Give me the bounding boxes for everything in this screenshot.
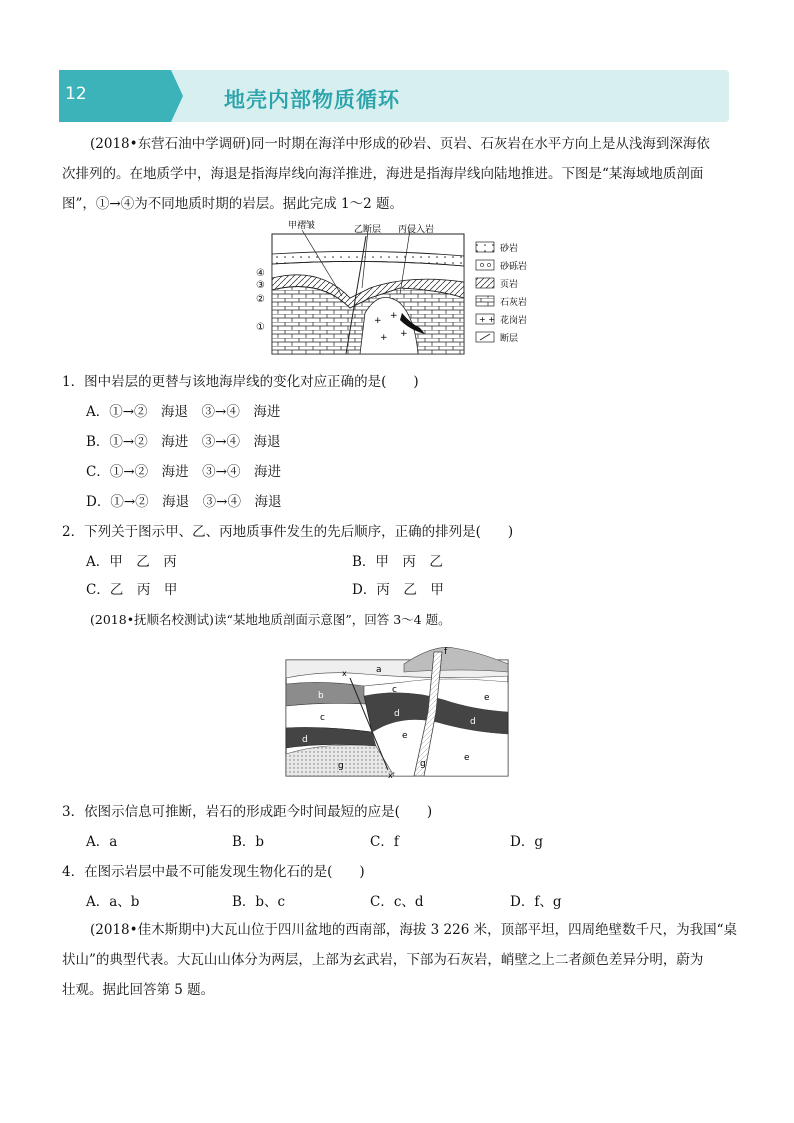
intro2: (2018•抚顺名校测试)读“某地地质剖面示意图”，回答 3～4 题。 bbox=[90, 612, 451, 627]
label-e-lower: e bbox=[464, 753, 470, 763]
q1-option-b: B．①→② 海进 ③→④ 海退 bbox=[86, 434, 281, 450]
layer-marker-4: ④ bbox=[256, 268, 265, 279]
legend-item: 石灰岩 bbox=[500, 298, 528, 308]
label-c-right: c bbox=[392, 685, 397, 695]
q2-option-c: C．乙 丙 甲 bbox=[86, 582, 178, 598]
label-x-prime: x' bbox=[388, 771, 395, 778]
label-fault: 乙断层 bbox=[354, 225, 382, 235]
q3-option-c: C．f bbox=[370, 834, 399, 850]
geologic-section-figure-2 bbox=[284, 642, 512, 778]
q1-option-d: D．①→② 海退 ③→④ 海退 bbox=[86, 494, 282, 510]
q2-option-a: A．甲 乙 丙 bbox=[86, 554, 177, 570]
legend-item: 页岩 bbox=[500, 280, 519, 290]
svg-text:+: + bbox=[374, 316, 382, 326]
intro3-line3: 壮观。据此回答第 5 题。 bbox=[62, 982, 215, 998]
q4-option-a: A．a、b bbox=[86, 894, 140, 910]
q4-option-b: B．b、c bbox=[232, 894, 286, 910]
q2-stem: 2．下列关于图示甲、乙、丙地质事件发生的先后顺序，正确的排列是( ) bbox=[62, 524, 514, 540]
legend-item: 砂砾岩 bbox=[500, 262, 528, 272]
geologic-section-figure-1 bbox=[250, 218, 550, 358]
q1-stem: 1．图中岩层的更替与该地海岸线的变化对应正确的是( ) bbox=[62, 374, 419, 390]
banner-arrow-icon bbox=[171, 70, 183, 122]
intro1-line2: 次排列的。在地质学中，海退是指海岸线向海洋推进，海进是指海岸线向陆地推进。下图是“某海域地质剖面 bbox=[62, 166, 704, 182]
intro1-line3: 图”，①→④为不同地质时期的岩层。据此完成 1～2 题。 bbox=[62, 196, 403, 212]
q4-stem: 4．在图示岩层中最不可能发现生物化石的是( ) bbox=[62, 864, 365, 880]
label-g-right: g bbox=[420, 759, 426, 769]
layer-marker-2: ② bbox=[256, 294, 265, 305]
label-x: x bbox=[342, 669, 347, 678]
q3-option-b: B．b bbox=[232, 834, 265, 850]
label-d-right: d bbox=[470, 717, 476, 727]
svg-text:+: + bbox=[380, 333, 388, 343]
svg-text:+ +: + + bbox=[479, 315, 495, 324]
svg-text:+: + bbox=[390, 311, 398, 321]
q1-option-a: A．①→② 海退 ③→④ 海进 bbox=[86, 404, 281, 420]
legend-item: 花岗岩 bbox=[500, 316, 528, 326]
section-banner bbox=[59, 70, 729, 122]
label-a: a bbox=[376, 665, 382, 675]
label-intrusion: 丙侵入岩 bbox=[398, 225, 435, 235]
label-b: b bbox=[318, 691, 324, 701]
q2-option-d: D．丙 乙 甲 bbox=[352, 582, 444, 598]
intro3-line1: (2018•佳木斯期中)大瓦山位于四川盆地的西南部，海拔 3 226 米，顶部平坦，四周绝壁数千尺，为我国“桌 bbox=[90, 922, 737, 938]
intro1-line1: (2018•东营石油中学调研)同一时期在海洋中形成的砂岩、页岩、石灰岩在水平方向上是从浅海到深海依 bbox=[90, 136, 710, 152]
label-g: g bbox=[338, 761, 344, 771]
q3-stem: 3．依图示信息可推断，岩石的形成距今时间最短的应是( ) bbox=[62, 804, 433, 820]
label-d-left: d bbox=[302, 735, 308, 745]
label-f: f bbox=[444, 647, 448, 657]
q1-option-c: C．①→② 海进 ③→④ 海进 bbox=[86, 464, 281, 480]
layer-marker-1: ① bbox=[256, 322, 265, 333]
q4-option-d: D．f、g bbox=[510, 894, 562, 910]
label-c: c bbox=[320, 713, 325, 723]
legend-item: 砂岩 bbox=[500, 244, 519, 254]
q4-option-c: C．c、d bbox=[370, 894, 424, 910]
q3-option-d: D．g bbox=[510, 834, 543, 850]
section-title: 地壳内部物质循环 bbox=[224, 88, 400, 112]
legend-item: 断层 bbox=[500, 334, 519, 344]
label-fold: 甲褶皱 bbox=[288, 221, 316, 231]
q2-option-b: B．甲 丙 乙 bbox=[352, 554, 443, 570]
label-e-mid: e bbox=[402, 731, 408, 741]
layer-marker-3: ③ bbox=[256, 280, 265, 291]
label-e-upper: e bbox=[484, 693, 490, 703]
svg-text:+: + bbox=[400, 329, 408, 339]
label-d-mid: d bbox=[394, 709, 400, 719]
intro3-line2: 状山”的典型代表。大瓦山山体分为两层，上部为玄武岩，下部为石灰岩，峭壁之上二者颜色差异分明，蔚为 bbox=[62, 952, 704, 968]
q3-option-a: A．a bbox=[86, 834, 118, 850]
section-number: 12 bbox=[65, 84, 87, 104]
section-number-box bbox=[59, 70, 171, 122]
figure1-legend bbox=[476, 242, 527, 344]
